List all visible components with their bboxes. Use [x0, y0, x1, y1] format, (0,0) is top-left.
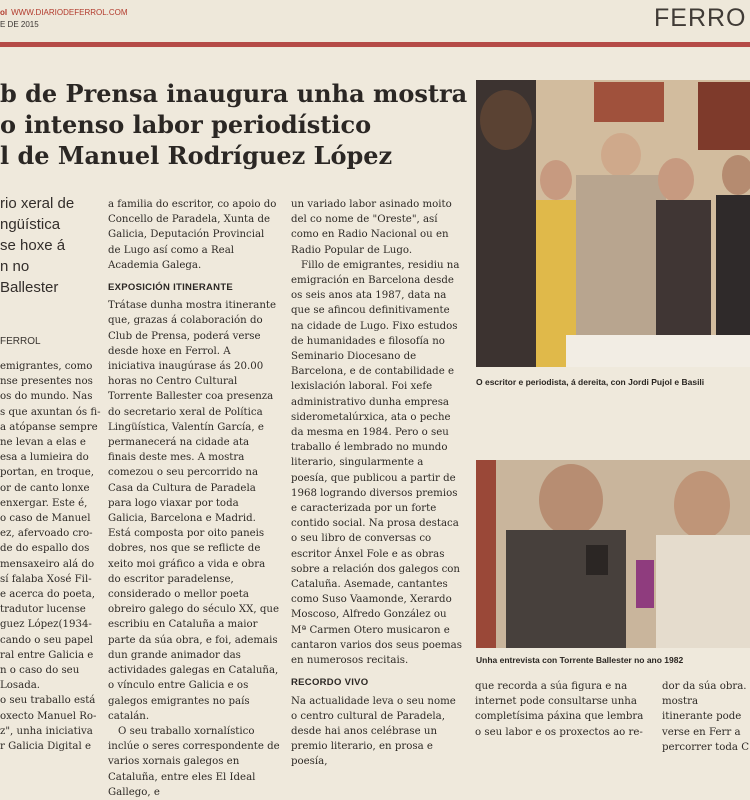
paragraph: Trátase dunha mostra itinerante que, grazas á colaboración do Club de Prensa, poderá verse desde hoxe en Ferrol. A iniciativa inaugúrase ás 20.00 horas no Centro Cultural Torrente Ballester coa presenza do secretario xeral de Política Lingüística, Valentín García, e permanecerá na cidade ata finais deste mes. A mostra comezou o seu percorrido na Casa da Cultura de Paradela para logo viaxar por toda Galicia, Barcelona e Madrid. Está composta por oito paneis dobres, nos que se reflicte de xeito moi gráfico a vida e obra do escritor paradelense, considerado o mellor poeta obreiro galego do século XX, que escribiu en Cataluña a maior parte da súa obra, e foi, ademais dun grande animador das actividades galegas en Cataluña, o vínculo entre Galicia e os galegos emigrantes no país catalán. [108, 300, 279, 722]
column-line: mensaxeiro alá do [0, 558, 95, 570]
photo-illustration [476, 460, 750, 648]
photo-interview [476, 460, 750, 648]
column-line: portan, en troque, [0, 467, 95, 479]
photo-caption: O escritor e periodista, á dereita, con Jordi Pujol e Basili [476, 377, 705, 387]
issue-date: E DE 2015 [0, 20, 39, 29]
paragraph: a familia do escritor, co apoio do Concello de Paradela, Xunta de Galicia, Deputación Provincial de Lugo así como a Real Academia Galega. [108, 199, 277, 271]
lead-line: rio xeral de [0, 195, 75, 212]
column-line: de do espallo dos [0, 543, 90, 555]
article-lead [0, 193, 95, 298]
body-column-4: que recorda a súa figura e na internet pode consultarse unha completísima páxina que lembra o seu labor e os proxectos ao re- [475, 681, 644, 738]
column-line: e acerca do poeta, [0, 589, 95, 601]
lead-line: Ballester [0, 279, 59, 296]
column-line: esa a lumieira do [0, 452, 89, 464]
lead-line: se hoxe á [0, 237, 66, 254]
lead-line: n no [0, 258, 30, 275]
paragraph: Na actualidade leva o seu nome o centro cultural de Paradela, desde hai anos celébrase un premio literario, en prosa e poesía, [291, 695, 456, 768]
site-url[interactable]: WWW.DIARIODEFERROL.COM [11, 8, 128, 17]
column-line: n o caso do seu [0, 665, 80, 677]
column-line: a atópanse sempre [0, 421, 98, 433]
column-line: sí falaba Xosé Fil- [0, 573, 92, 585]
headline-line: o intenso labor periodístico [0, 110, 372, 139]
column-line: os do mundo. Nas [0, 391, 93, 403]
column-line: s que axuntan ós fi- [0, 406, 101, 418]
column-line: o caso de Manuel [0, 513, 91, 525]
paragraph: O seu traballo xornalístico inclúe o seres correspondente de varios xornais galegos en Cataluña, entre eles El Ideal Gallego, e [108, 725, 280, 798]
page-header [0, 0, 750, 48]
section-title: FERRO [654, 4, 747, 32]
column-line: ez, afervoado cro- [0, 528, 93, 540]
article-headline [0, 78, 470, 171]
column-line: Losada. [0, 680, 41, 692]
column-line: enxergar. Este é, [0, 497, 88, 509]
column-line: emigrantes, como [0, 361, 93, 372]
subheading: EXPOSICIÓN ITINERANTE [108, 282, 234, 294]
body-column-5: dor da súa obra. mostra itinerante pode verse en Ferr a percorrer toda C [662, 681, 749, 753]
subheading: RECORDO VIVO [291, 677, 369, 689]
column-line: ne levan a elas e [0, 437, 86, 449]
column-line: oxecto Manuel Ro- [0, 710, 97, 722]
lead-line: ngüística [0, 216, 61, 233]
photo-caption: Unha entrevista con Torrente Ballester no ano 1982 [476, 655, 684, 665]
column-line: nse presentes nos [0, 376, 93, 388]
column-line: ral entre Galicia e [0, 649, 94, 661]
headline-line: l de Manuel Rodríguez López [0, 141, 393, 170]
body-column-3 [291, 197, 463, 770]
column-line: tradutor lucense [0, 604, 86, 616]
headline-line: b de Prensa inaugura unha mostra [0, 79, 468, 108]
column-line: guez López(1934- [0, 619, 92, 631]
byline: FERROL [0, 336, 41, 347]
column-line: z", unha iniciativa [0, 725, 93, 737]
body-column-1 [0, 359, 101, 754]
photo-group-meeting [476, 80, 750, 367]
body-column-2 [108, 197, 280, 800]
header-divider [0, 42, 750, 47]
column-line: or de canto lonxe [0, 482, 90, 494]
paragraph: un variado labor asinado moito del co nome de "Oreste", así como en Radio Nacional ou en Radio Popular de Lugo. [291, 199, 452, 256]
photo-illustration [476, 80, 750, 367]
masthead [0, 8, 128, 17]
column-line: r Galicia Digital e [0, 741, 92, 753]
column-line: cando o seu papel [0, 634, 94, 646]
masthead-fragment: ol [0, 8, 8, 17]
column-line: o seu traballo está [0, 695, 96, 707]
paragraph: Fillo de emigrantes, residiu na emigración en Barcelona desde os seis anos ata 1987, data na que se afincou definitivamente na cidade de Lugo. Fixo estudos de humanidades e filosofía no Seminario Diocesano de Barcelona, e de contabilidade e lexislación laboral. Foi xefe administrativo dunha empresa siderometalúrxica, ata o peche da mesma en 1984. Pero o seu traballo é lembrado no mundo literario, singularmente a poesía, que publicou a partir de 1968 logrando diversos premios e caracterizada por un forte contido social. Na prosa destaca o seu libro de conversas co escritor Ánxel Fole e as obras sobre a relación dos galegos con Cataluña. Asemade, cantantes como Suso Vaamonde, Xerardo Moscoso, Alfredo González ou Mª Carmen Otero musicaron e cantaron varios dos seus poemas en numerosos recitais. [291, 259, 462, 667]
